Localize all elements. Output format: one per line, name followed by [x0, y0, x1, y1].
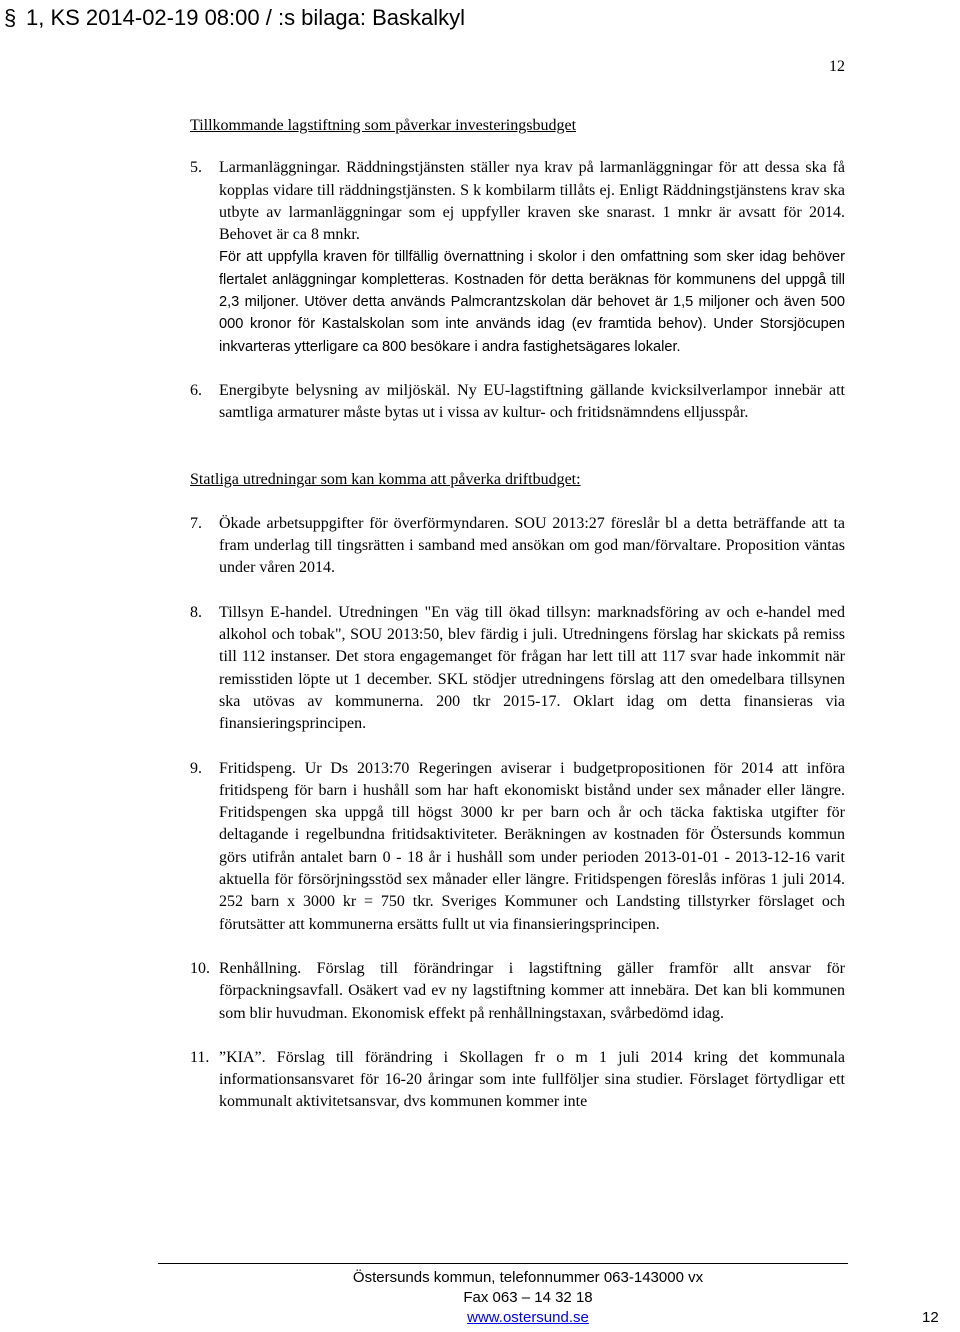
item-number: 6.	[190, 381, 202, 399]
section-heading-operating: Statliga utredningar som kan komma att påverka driftbudget:	[190, 470, 581, 488]
page-footer	[0, 1268, 960, 1328]
footer-divider	[158, 1263, 848, 1264]
item-paragraph: För att uppfylla kraven för tillfällig övernattning i skolor i den omfattning som sker idag behöver flertalet anläggningar kompletteras. Kostnaden för detta beräknas för kommunens del uppgå till 2,3 miljoner. Utöver detta används Palmcrantzskolan där behovet är 1,5 miljoner och även 500 000 kronor för Kastalskolan som inte används idag (ev framtida behov). Under Storsjöcupen inkvarteras ytterligare ca 800 besökare i andra fastighetsägares lokaler.	[219, 249, 845, 355]
list-item	[190, 958, 845, 1025]
item-paragraph: ”KIA”. Förslag till förändring i Skollagen fr o m 1 juli 2014 kring det kommunala informationsansvaret för 16-20 åringar som inte fullföljer sina studier. Förslaget förtydligar ett kommunalt aktivitetsansvar, dvs kommunen kommer inte	[219, 1048, 845, 1111]
section-symbol: §	[4, 5, 17, 30]
document-title-bar	[0, 0, 960, 40]
page-number-top: 12	[829, 58, 845, 75]
footer-contact: Östersunds kommun, telefonnummer 063-143000 vx	[352, 1269, 704, 1286]
item-number: 8.	[190, 603, 202, 621]
list-item	[190, 380, 845, 425]
list-item	[190, 758, 845, 936]
item-paragraph: Tillsyn E-handel. Utredningen "En väg till ökad tillsyn: marknadsföring av och e-handel med alkohol och tobak", SOU 2013:50, blev färdig i juli. Utredningens förslag har skickats på remiss till 112 instanser. Det stora engagemanget för frågan har lett till att 117 svar hade inkommit när remisstiden löpte ut 1 december. SKL stödjer utredningens förslag att den omedelbara tillsynen ska utövas av kommunerna. 200 tkr 2015-17. Oklart idag om detta finansieras via finansieringsprincipen.	[219, 603, 845, 733]
item-number: 10.	[190, 959, 210, 977]
item-number: 7.	[190, 514, 202, 532]
item-number: 9.	[190, 759, 202, 777]
item-number: 11.	[190, 1048, 210, 1066]
footer-website-link[interactable]: www.ostersund.se	[467, 1309, 589, 1326]
list-item	[190, 1047, 845, 1114]
footer-fax: Fax 063 – 14 32 18	[463, 1289, 593, 1306]
page-number-bottom: 12	[922, 1309, 939, 1326]
list-item	[190, 513, 845, 580]
item-number: 5.	[190, 159, 202, 177]
item-paragraph: Fritidspeng. Ur Ds 2013:70 Regeringen aviserar i budgetpropositionen för 2014 att införa fritidspeng för barn i hushåll som har haft ekonomiskt bistånd under sex månader eller längre. Fritidspengen ska uppgå till högst 3000 kr per barn och år och täcka faktiska utgifter för deltagande i regelbundna fritidsaktiviteter. Beräkningen av kostnaden för Östersunds kommun görs utifrån antalet barn 0 - 18 år i hushåll som under perioden 2013-01-01 - 2013-12-16 varit aktuella för försörjningsstöd sex månader eller längre. Fritidspengen föreslås införas 1 juli 2014. 252 barn x 3000 kr = 750 tkr. Sveriges Kommuner och Landsting tillstyrker förslaget och förutsätter att kommunerna ersätts fullt ut via finansieringsprincipen.	[219, 759, 845, 933]
item-paragraph: Larmanläggningar. Räddningstjänsten ställer nya krav på larmanläggningar för att dessa ska få kopplas vidare till räddningstjänsten. S k kombilarm tillåts ej. Enligt Räddningstjänstens krav ska utbyte av larmanläggningar som ej uppfyller kraven ske snarast. 1 mnkr är avsatt för 2014. Behovet är ca 8 mnkr.	[219, 159, 845, 244]
document-title: 1, KS 2014-02-19 08:00 / :s bilaga: Baskalkyl	[26, 5, 466, 30]
item-paragraph: Renhållning. Förslag till förändringar i lagstiftning gäller framför allt ansvar för förpackningsavfall. Osäkert vad ev ny lagstiftning kommer att innebära. Det kan bli kommunen som blir huvudman. Ekonomisk effekt på renhållningstaxan, svårbedömd idag.	[219, 959, 845, 1022]
list-item	[190, 157, 845, 358]
section-heading-investment: Tillkommande lagstiftning som påverkar investeringsbudget	[190, 117, 577, 134]
item-paragraph: Energibyte belysning av miljöskäl. Ny EU-lagstiftning gällande kvicksilverlampor innebär att samtliga armaturer måste bytas ut i vissa av kultur- och fritidsnämndens elljusspår.	[219, 381, 845, 422]
list-item	[190, 602, 845, 736]
document-body	[190, 115, 845, 1114]
item-paragraph: Ökade arbetsuppgifter för överförmyndaren. SOU 2013:27 föreslår bl a detta beträffande att ta fram underlag till tingsrätten i samband med ansökan om god man/förvaltare. Proposition väntas under våren 2014.	[219, 514, 845, 577]
